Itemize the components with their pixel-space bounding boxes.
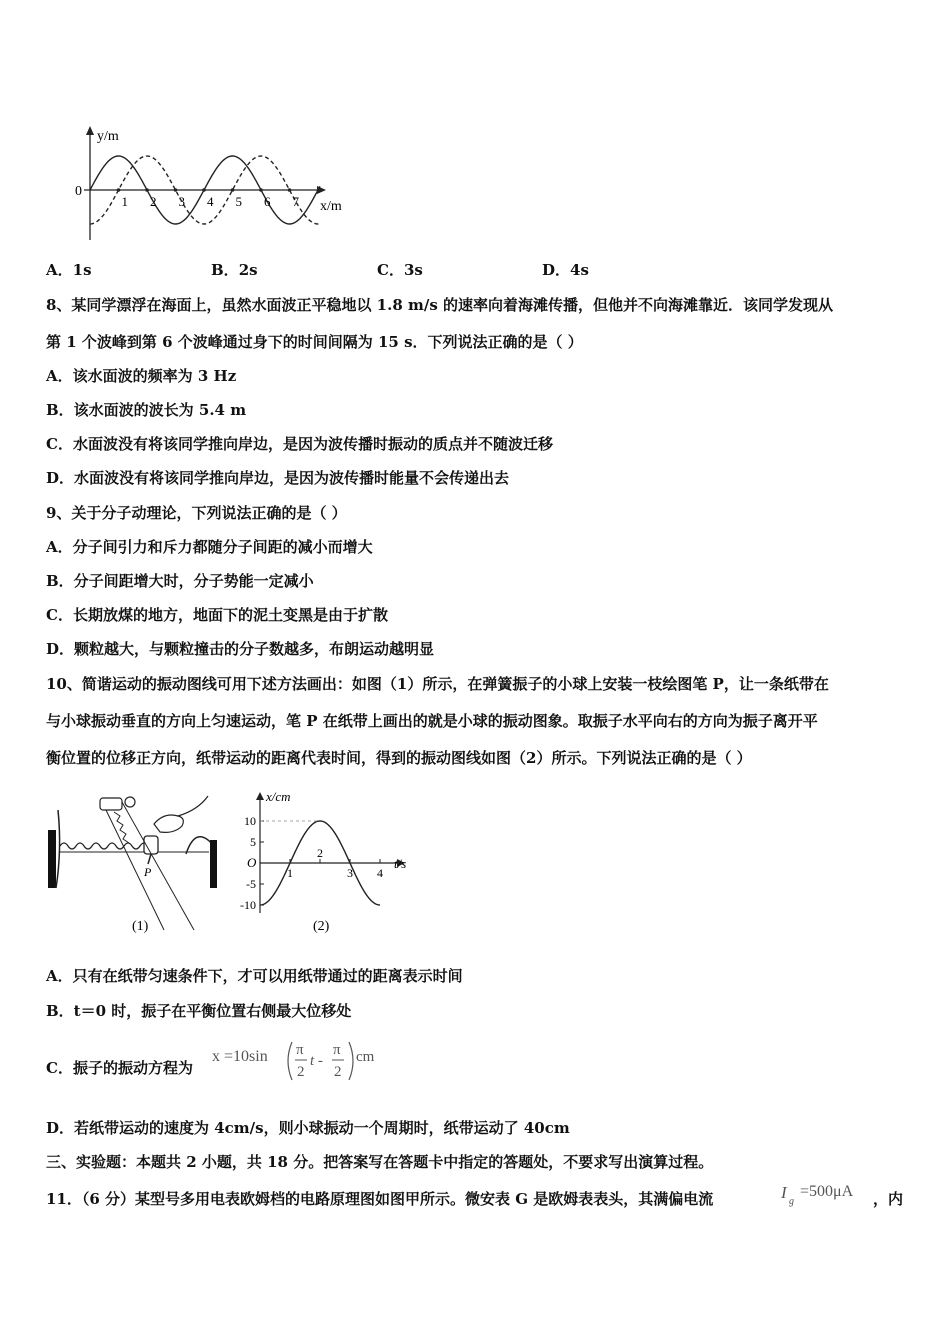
q10-option-d: D．若纸带运动的速度为 4cm/s，则小球振动一个周期时，纸带运动了 40cm — [46, 1119, 570, 1137]
vib-x-tick-label: 3 — [347, 866, 353, 880]
vib-y-tick-label: 5 — [250, 835, 256, 849]
wave-y-label: y/m — [97, 129, 119, 144]
q9-option-d: D．颗粒越大，与颗粒撞击的分子数越多，布朗运动越明显 — [46, 640, 435, 658]
q10-stem-line3: 衡位置的位移正方向，纸带运动的距离代表时间，得到的振动图线如图（2）所示。下列说法正确的是（ ） — [46, 749, 752, 767]
vib-x-tick-label: 2 — [317, 846, 323, 860]
wave-tick-label: 1 — [121, 194, 128, 209]
wave-tick-label: 4 — [207, 194, 214, 209]
top-roller — [100, 798, 122, 810]
q7-option-d: D．4s — [542, 261, 589, 279]
vibration-graph — [230, 785, 420, 940]
q10-option-c-formula — [208, 1036, 388, 1086]
q8-option-d: D．水面波没有将该同学推向岸边，是因为波传播时能量不会传递出去 — [46, 469, 510, 487]
section3-heading: 三、实验题：本题共 2 小题，共 18 分。把答案写在答题卡中指定的答题处，不要求写出演算过程。 — [46, 1153, 714, 1171]
wave-tick-label: 3 — [178, 194, 185, 209]
right-bracket — [186, 837, 214, 886]
formula-left-paren — [288, 1042, 292, 1080]
q9-option-b: B．分子间距增大时，分子势能一定减小 — [46, 572, 314, 590]
wave-tick-dot — [259, 188, 263, 192]
paper-tape-left-edge — [106, 810, 164, 930]
formula-right-paren — [349, 1042, 353, 1080]
spring — [60, 843, 148, 849]
formula-ig-i: I — [781, 1183, 787, 1202]
formula-lhs: x =10sin — [212, 1048, 268, 1065]
wave-tick-dot — [288, 188, 292, 192]
q8-option-a: A．该水面波的频率为 3 Hz — [46, 367, 237, 385]
formula-t: t - — [310, 1053, 323, 1069]
left-wall — [48, 830, 56, 888]
formula-ig-value: =500μA — [800, 1183, 854, 1200]
top-roller-knob — [125, 797, 135, 807]
q10-option-c — [46, 1058, 193, 1078]
wave-tick-label: 7 — [292, 194, 299, 209]
wave-tick-label: 5 — [235, 194, 242, 209]
q11-formula — [778, 1176, 878, 1210]
wave-tick-label: 2 — [150, 194, 157, 209]
fig2-ylabel: x/cm — [266, 789, 291, 804]
hand — [154, 815, 183, 832]
fig1-caption: (1) — [132, 919, 149, 934]
wave-origin: 0 — [75, 184, 82, 199]
fig2-origin: O — [247, 855, 257, 870]
formula-den-2: 2 — [334, 1064, 342, 1080]
q9-option-c: C．长期放煤的地方，地面下的泥土变黑是由于扩散 — [46, 606, 388, 624]
wave-tick-dot — [117, 188, 121, 192]
q9-option-a: A．分子间引力和斥力都随分子间距的减小而增大 — [46, 538, 373, 556]
wave-tick-dot — [202, 188, 206, 192]
wave-x-label: x/m — [320, 199, 342, 214]
q7-option-c: C．3s — [377, 261, 423, 279]
q7-option-b: B．2s — [211, 261, 258, 279]
fig2-xlabel: t/s — [394, 856, 407, 871]
formula-pi-1: π — [296, 1042, 304, 1058]
q10-stem-line2: 与小球振动垂直的方向上匀速运动，笔 P 在纸带上画出的就是小球的振动图象。取振子水平向右的方向为振子离开平 — [46, 712, 818, 730]
q8-option-b: B．该水面波的波长为 5.4 m — [46, 401, 247, 419]
wave-tick-dot — [174, 188, 178, 192]
pen-p-label: P — [144, 865, 152, 879]
fig2-caption: (2) — [313, 919, 330, 934]
q7-option-a: A．1s — [46, 261, 92, 279]
vib-x-tick-label: 4 — [377, 866, 383, 880]
paper-tape-trace — [114, 812, 129, 843]
formula-ig-sub: g — [789, 1196, 794, 1207]
vib-x-tick-label: 1 — [287, 866, 293, 880]
wave-y-arrow — [86, 126, 94, 135]
q8-stem-line2: 第 1 个波峰到第 6 个波峰通过身下的时间间隔为 15 s．下列说法正确的是（ ） — [46, 333, 583, 351]
left-bracket — [56, 810, 60, 888]
q11-stem-start: 11．（6 分）某型号多用电表欧姆档的电路原理图如图甲所示。微安表 G 是欧姆表表头，其满偏电流 — [46, 1190, 714, 1208]
q11-stem-end: ，内 — [873, 1190, 904, 1208]
right-wall — [210, 840, 217, 888]
vib-y-arrow — [256, 792, 264, 800]
wave-tick-label: 6 — [264, 194, 271, 209]
formula-unit: cm — [356, 1049, 375, 1065]
q10-option-b: B．t＝0 时，振子在平衡位置右侧最大位移处 — [46, 1002, 352, 1020]
formula-pi-2: π — [333, 1042, 341, 1058]
q11-stem — [46, 1189, 713, 1209]
q8-option-c: C．水面波没有将该同学推向岸边，是因为波传播时振动的质点并不随波迁移 — [46, 435, 553, 453]
spring-oscillator-figure — [44, 790, 224, 940]
wave-tick-dot — [231, 188, 235, 192]
pen-p — [148, 854, 151, 864]
q10-option-a: A．只有在纸带匀速条件下，才可以用纸带通过的距离表示时间 — [46, 967, 463, 985]
q10-stem-line1: 10、简谐运动的振动图线可用下述方法画出：如图（1）所示，在弹簧振子的小球上安装一枝绘图笔 P，让一条纸带在 — [46, 675, 829, 693]
vib-y-tick-label: -10 — [240, 898, 256, 912]
wave-figure — [70, 120, 360, 250]
formula-den-1: 2 — [297, 1064, 305, 1080]
vib-y-tick-label: -5 — [246, 877, 256, 891]
wave-tick-dot — [145, 188, 149, 192]
vib-y-tick-label: 10 — [244, 814, 256, 828]
q10-option-c-text: C．振子的振动方程为 — [46, 1059, 193, 1077]
arm — [178, 796, 208, 816]
q9-stem: 9、关于分子动理论，下列说法正确的是（ ） — [46, 504, 347, 522]
q8-stem-line1: 8、某同学漂浮在海面上，虽然水面波正平稳地以 1.8 m/s 的速率向着海滩传播，但他并不向海滩靠近．该同学发现从 — [46, 296, 833, 314]
